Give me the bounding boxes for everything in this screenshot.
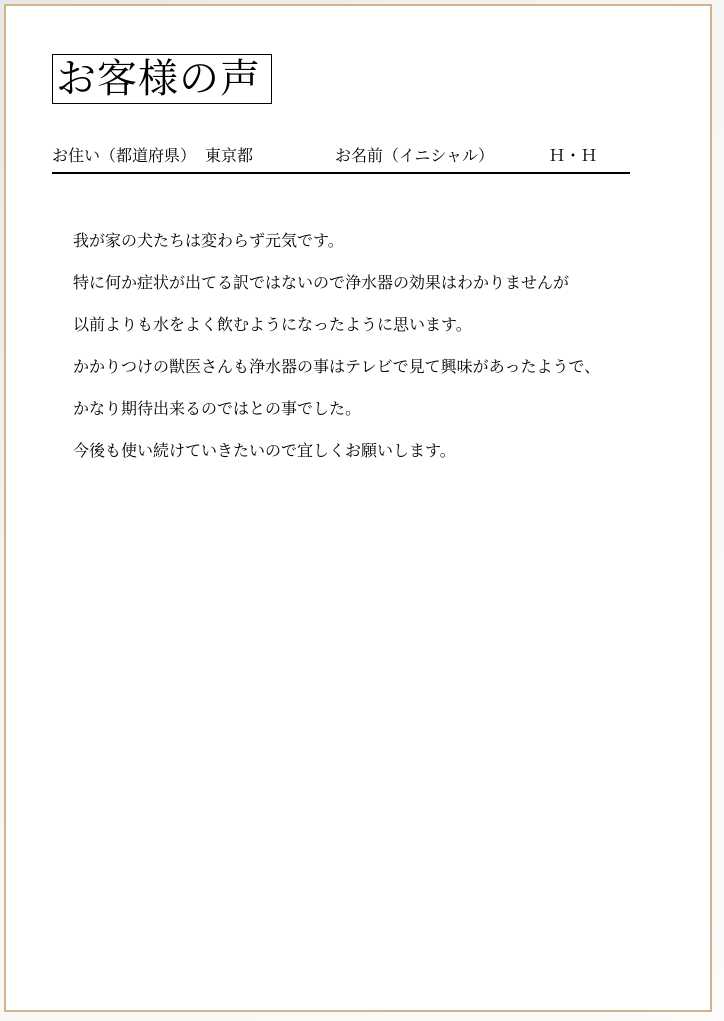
name-initials-value: Ｈ・Ｈ	[549, 148, 598, 165]
testimonial-line: 我が家の犬たちは変わらず元気です。	[73, 233, 344, 250]
testimonial-line: 今後も使い続けていきたいので宜しくお願いします。	[73, 443, 456, 460]
customer-info-line	[52, 144, 630, 174]
page-title: お客様の声	[56, 56, 261, 101]
residence-label: お住い（都道府県）	[52, 148, 197, 165]
page-title-box	[52, 54, 272, 104]
testimonial-line: 以前よりも水をよく飲むようになったように思います。	[73, 317, 472, 334]
testimonial-body	[73, 232, 653, 484]
testimonial-line: かかりつけの獣医さんも浄水器の事はテレビで見て興味があったようで、	[73, 359, 601, 376]
page-content	[6, 6, 710, 1010]
testimonial-line: 特に何か症状が出てる訳ではないので浄水器の効果はわかりませんが	[73, 275, 570, 292]
testimonial-line: かなり期待出来るのではとの事でした。	[73, 401, 362, 418]
document-page	[4, 4, 712, 1012]
residence-value: 東京都	[205, 148, 254, 165]
name-label: お名前（イニシャル）	[335, 148, 495, 165]
